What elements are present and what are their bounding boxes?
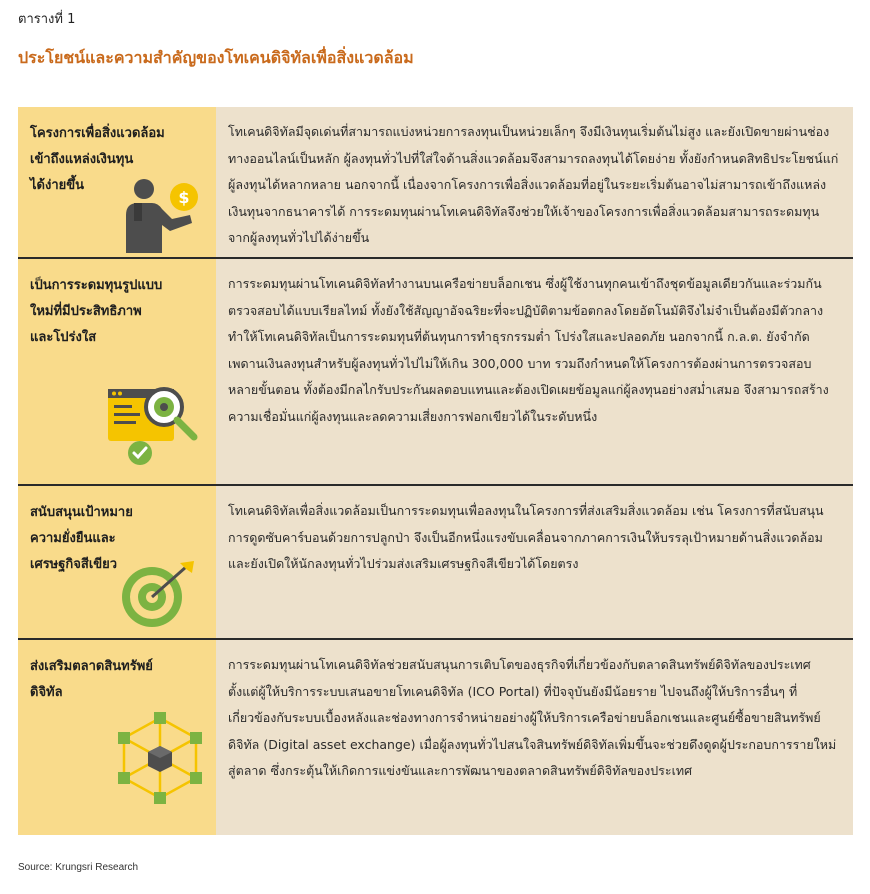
row-heading-line: ส่งเสริมตลาดสินทรัพย์	[30, 659, 153, 674]
row-heading-line: เป็นการระดมทุนรูปแบบ	[30, 278, 163, 293]
table-row	[18, 640, 853, 835]
row-heading-line: ความยั่งยืนและ	[30, 531, 116, 546]
table-label: ตารางที่ 1	[18, 12, 76, 27]
row-heading-line: เศรษฐกิจสีเขียว	[30, 557, 118, 572]
row-description: โทเคนดิจิทัลมีจุดเด่นที่สามารถแบ่งหน่วยการลงทุนเป็นหน่วยเล็กๆ จึงมีเงินทุนเริ่มต้นไม่สูง และยังเปิดขายผ่านช่องทางออนไลน์เป็นหลัก ผู้ลงทุนทั่วไปที่ใส่ใจด้านสิ่งแวดล้อมจึงสามารถลงทุนได้โดยง่าย ทั้งยังกำหนดสิทธิประโยชน์แก่ผู้ลงทุนได้หลากหลาย นอกจากนี้ เนื่องจากโครงการเพื่อสิ่งแวดล้อมที่อยู่ในระยะเริ่มต้นอาจไม่สามารถเข้าถึงแหล่งเงินทุนจากธนาคารได้ การระดมทุนผ่านโทเคนดิจิทัลจึงช่วยให้เจ้าของโครงการเพื่อสิ่งแวดล้อมสามารถระดมทุนจากผู้ลงทุนทั่วไปได้ง่ายขึ้น	[228, 124, 839, 245]
svg-text:$: $	[178, 188, 190, 207]
row-heading-line: สนับสนุนเป้าหมาย	[30, 505, 133, 520]
row-heading-line: ได้ง่ายขึ้น	[30, 178, 85, 193]
row-description-cell	[216, 486, 853, 638]
row-heading-cell	[18, 107, 216, 257]
row-description-cell	[216, 107, 853, 257]
row-description: การระดมทุนผ่านโทเคนดิจิทัลทำงานบนเครือข่ายบล็อกเชน ซึ่งผู้ใช้งานทุกคนเข้าถึงชุดข้อมูลเดียวกันและร่วมกันตรวจสอบได้แบบเรียลไทม์ ทั้งยังใช้สัญญาอัจฉริยะที่จะปฏิบัติตามข้อตกลงโดยอัตโนมัติจึงไม่จำเป็นต้องมีตัวกลาง ทำให้โทเคนดิจิทัลเป็นการระดมทุนที่ต้นทุนการทำธุรกรรมต่ำ โปร่งใสและปลอดภัย นอกจากนี้ ก.ล.ต. ยังจำกัดเพดานเงินลงทุนสำหรับผู้ลงทุนทั่วไปไม่ให้เกิน 300,000 บาท รวมถึงกำหนดให้โครงการต้องผ่านการตรวจสอบหลายขั้นตอน ทั้งต้องมีกลไกรับประกันผลตอบแทนและต้องเปิดเผยข้อมูลแก่ผู้ลงทุนอย่างสม่ำเสมอ จึงสามารถสร้างความเชื่อมั่นแก่ผู้ลงทุนและลดความเสี่ยงการฟอกเขียวได้ในระดับหนึ่ง	[228, 276, 829, 424]
target-arrow-icon	[118, 561, 198, 633]
row-heading-line: เข้าถึงแหล่งเงินทุน	[30, 152, 134, 167]
page-title: ประโยชน์และความสำคัญของโทเคนดิจิทัลเพื่อสิ่งแวดล้อม	[18, 48, 414, 67]
row-description: การระดมทุนผ่านโทเคนดิจิทัลช่วยสนับสนุนการเติบโตของธุรกิจที่เกี่ยวข้องกับตลาดสินทรัพย์ดิจิทัลของประเทศ ตั้งแต่ผู้ให้บริการระบบเสนอขายโทเคนดิจิทัล (ICO Portal) ที่ปัจจุบันยังมีน้อยราย ไปจนถึงผู้ให้บริการอื่นๆ ที่เกี่ยวข้องกับระบบเบื้องหลังและช่องทางการจำหน่ายอย่างผู้ให้บริการเครือข่ายบล็อกเชนและศูนย์ซื้อขายสินทรัพย์ดิจิทัล (Digital asset exchange) เมื่อผู้ลงทุนทั่วไปสนใจสินทรัพย์ดิจิทัลเพิ่มขึ้นจะช่วยดึงดูดผู้ประกอบการรายใหม่สู่ตลาด ซึ่งกระตุ้นให้เกิดการแข่งขันและการพัฒนาของตลาดสินทรัพย์ดิจิทัลของประเทศ	[228, 657, 837, 778]
row-heading-line: ใหม่ที่มีประสิทธิภาพ	[30, 304, 142, 319]
source-note: Source: Krungsri Research	[18, 862, 139, 873]
row-heading-line: โครงการเพื่อสิ่งแวดล้อม	[30, 126, 165, 141]
row-description: โทเคนดิจิทัลเพื่อสิ่งแวดล้อมเป็นการระดมทุนเพื่อลงทุนในโครงการที่ส่งเสริมสิ่งแวดล้อม เช่น โครงการที่สนับสนุนการดูดซับคาร์บอนด้วยการปลูกป่า จึงเป็นอีกหนึ่งแรงขับเคลื่อนจากภาคการเงินให้บรรลุเป้าหมายด้านสิ่งแวดล้อม และยังเปิดให้นักลงทุนทั่วไปร่วมส่งเสริมเศรษฐกิจสีเขียวได้โดยตรง	[228, 503, 824, 571]
benefits-table	[18, 107, 853, 835]
row-heading-line: และโปร่งใส	[30, 330, 97, 345]
row-heading-cell	[18, 259, 216, 484]
row-description-cell	[216, 259, 853, 484]
row-heading-cell	[18, 486, 216, 638]
table-row	[18, 259, 853, 484]
investor-with-coin-icon	[106, 175, 202, 259]
document-magnifier-check-icon	[106, 377, 206, 471]
table-row	[18, 107, 853, 257]
row-heading-cell	[18, 640, 216, 835]
table-row	[18, 486, 853, 638]
row-heading-line: ดิจิทัล	[30, 685, 63, 700]
blockchain-network-icon	[110, 708, 210, 812]
row-description-cell	[216, 640, 853, 835]
